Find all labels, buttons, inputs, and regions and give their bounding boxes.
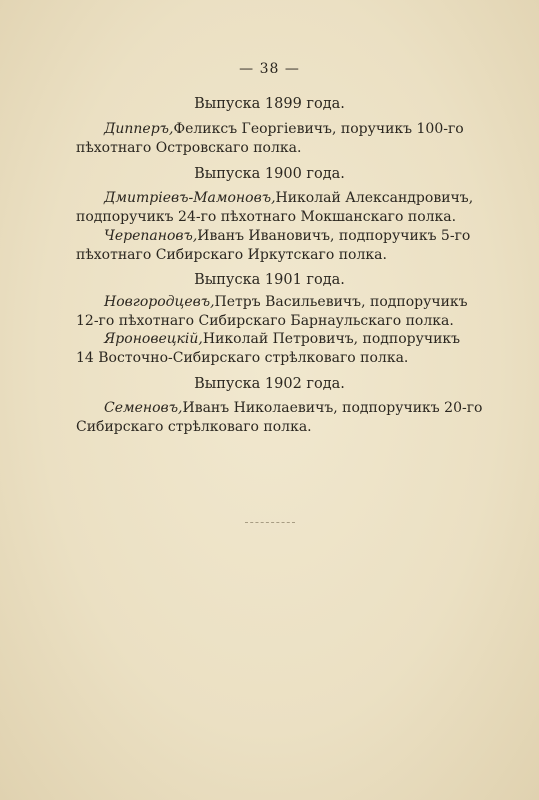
section-heading-1900: Выпуска 1900 года.	[194, 166, 345, 182]
entry-dipner	[76, 120, 464, 158]
entry-surname: Семеновъ,	[104, 400, 183, 416]
entry-details: Феликсъ Георгіевичъ, поручикъ 100-го	[173, 121, 464, 137]
entry-line-2: пѣхотнаго Островскаго полка.	[76, 140, 302, 156]
entry-line-1	[76, 399, 483, 418]
entry-surname: Новгородцевъ,	[104, 294, 215, 310]
entry-line-2: пѣхотнаго Сибирскаго Иркутскаго полка.	[76, 247, 387, 263]
entry-yaronovetsky	[76, 330, 461, 368]
entry-surname: Яроновецкій,	[104, 331, 203, 347]
entry-details: Петръ Васильевичъ, подпоручикъ	[214, 294, 468, 310]
entry-line-1	[76, 189, 474, 208]
entry-surname: Дипперъ,	[104, 121, 174, 137]
entry-cherepanov	[76, 227, 471, 265]
entry-surname: Дмитріевъ-Мамоновъ,	[104, 190, 276, 206]
entry-details: Николай Петровичъ, подпоручикъ	[202, 331, 461, 347]
section-heading-1902: Выпуска 1902 года.	[194, 376, 345, 392]
entry-line-1	[76, 293, 468, 312]
entry-line-2: подпоручикъ 24-го пѣхотнаго Мокшанскаго полка.	[76, 209, 457, 225]
entry-semenov	[76, 399, 483, 437]
entry-details: Иванъ Ивановичъ, подпоручикъ 5-го	[197, 228, 471, 244]
entry-line-2: Сибирскаго стрѣлковаго полка.	[76, 419, 312, 435]
entry-line-2: 12-го пѣхотнаго Сибирскаго Барнаульскаго полка.	[76, 313, 454, 329]
section-heading-1899: Выпуска 1899 года.	[194, 96, 345, 112]
section-divider	[245, 522, 295, 524]
entry-novgorodtsev	[76, 293, 468, 331]
entry-line-1	[76, 330, 461, 349]
section-heading-1901: Выпуска 1901 года.	[194, 272, 345, 288]
entry-details: Николай Александровичъ,	[275, 190, 474, 206]
entry-surname: Черепановъ,	[104, 228, 198, 244]
entry-dmitriev-mamonov	[76, 189, 474, 227]
entry-details: Иванъ Николаевичъ, подпоручикъ 20-го	[182, 400, 483, 416]
page-number: — 38 —	[239, 61, 300, 77]
entry-line-1	[76, 227, 471, 246]
entry-line-2: 14 Восточно-Сибирскаго стрѣлковаго полка.	[76, 350, 409, 366]
entry-line-1	[76, 120, 464, 139]
